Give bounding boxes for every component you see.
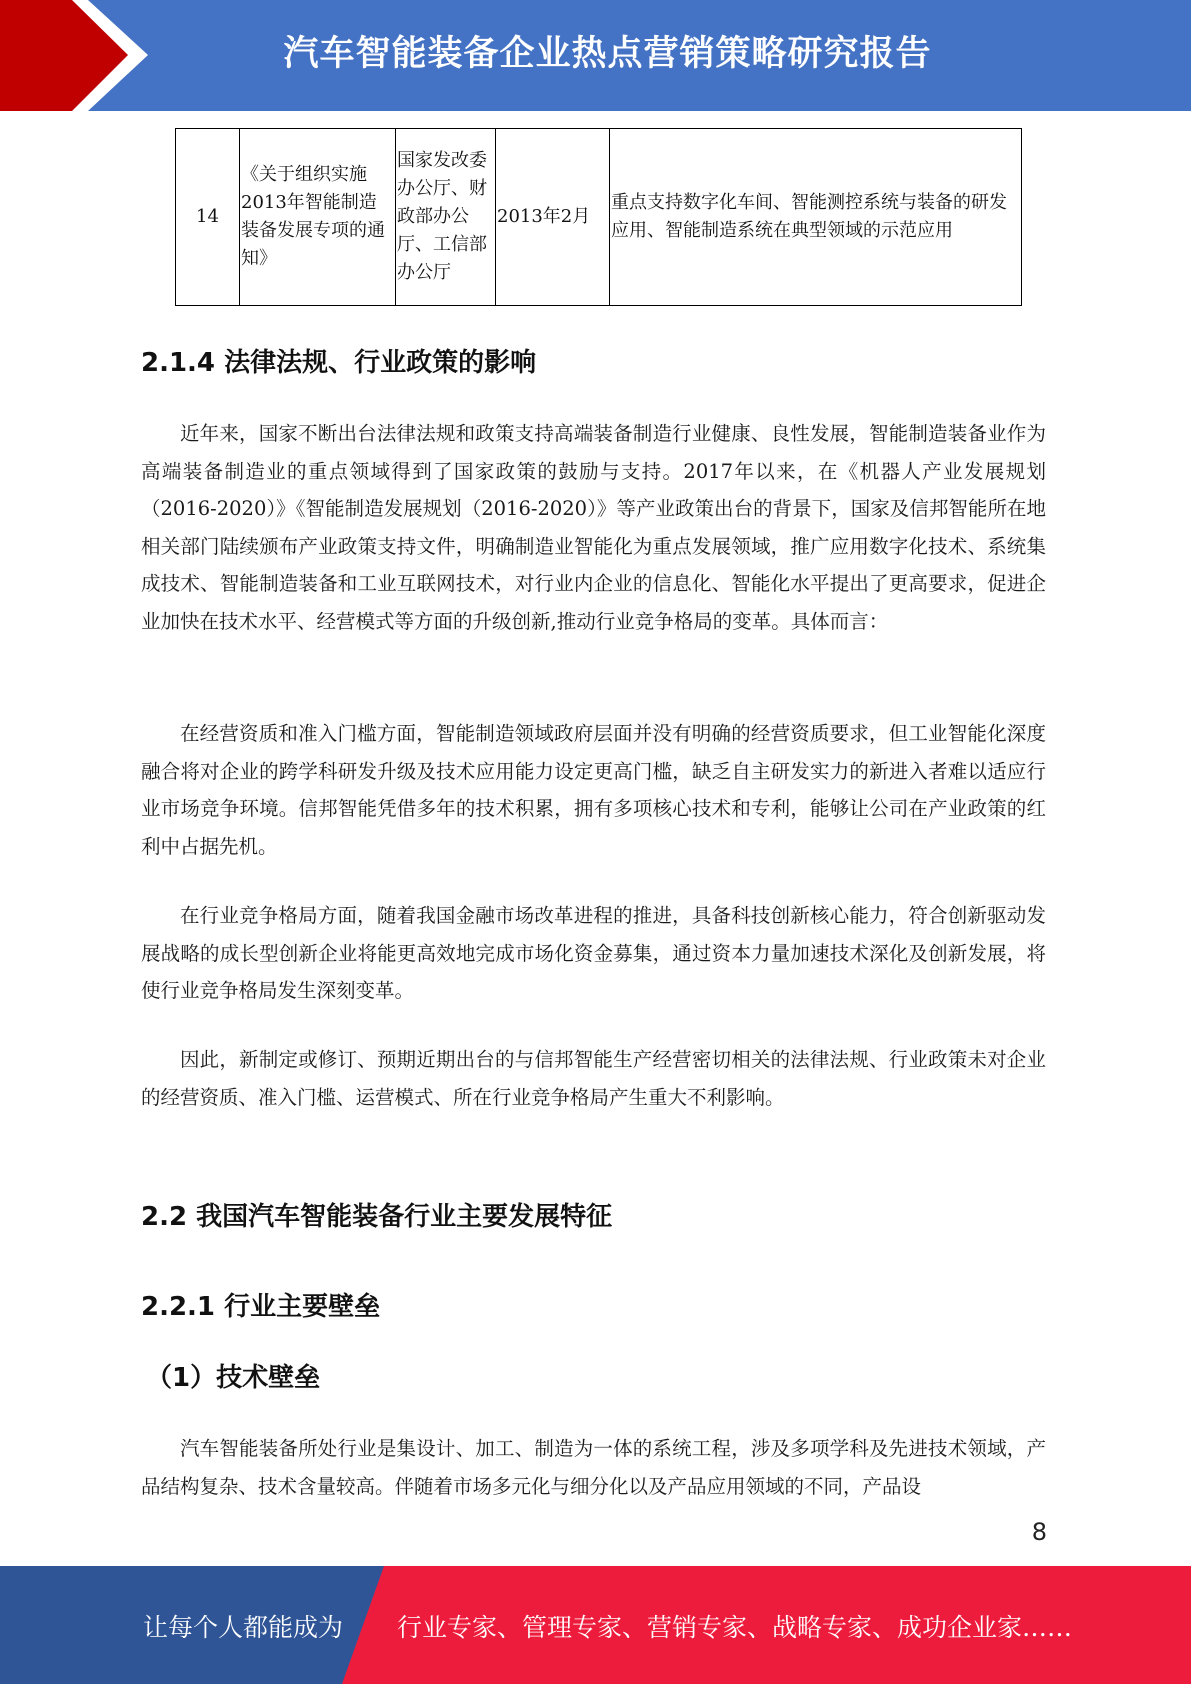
page-footer [0, 1566, 1191, 1684]
subsection-heading-tech-barrier: （1）技术壁垒 [146, 1363, 321, 1393]
paragraph: 近年来，国家不断出台法律法规和政策支持高端装备制造行业健康、良性发展，智能制造装备业作为高端装备制造业的重点领域得到了国家政策的鼓励与支持。2017年以来，在《机器人产业发展规划（2016-2020）》《智能制造发展规划（2016-2020）》等产业政策出台的背景下，国家及信邦智能所在地相关部门陆续颁布产业政策支持文件，明确制造业智能化为重点发展领域，推广应用数字化技术、系统集成技术、智能制造装备和工业互联网技术，对行业内企业的信息化、智能化水平提出了更高要求，促进企业加快在技术水平、经营模式等方面的升级创新,推动行业竞争格局的变革。具体而言： [141, 422, 1046, 633]
table-row [176, 129, 1022, 306]
row-policy-title: 《关于组织实施2013年智能制造装备发展专项的通知》 [240, 129, 396, 306]
section-heading-2-2-1: 2.2.1 行业主要壁垒 [141, 1292, 381, 1322]
page-header [0, 0, 1191, 111]
report-title: 汽车智能装备企业热点营销策略研究报告 [283, 34, 932, 74]
paragraph: 因此，新制定或修订、预期近期出台的与信邦智能生产经营密切相关的法律法规、行业政策未对企业的经营资质、准入门槛、运营模式、所在行业竞争格局产生重大不利影响。 [141, 1048, 1046, 1109]
row-department: 国家发改委办公厅、财政部办公厅、工信部办公厅 [396, 129, 496, 306]
row-date: 2013年2月 [496, 129, 610, 306]
section-heading-2-2: 2.2 我国汽车智能装备行业主要发展特征 [141, 1202, 613, 1232]
page-number: 8 [1031, 1518, 1047, 1546]
row-number: 14 [176, 129, 240, 306]
section-heading-2-1-4: 2.1.4 法律法规、行业政策的影响 [141, 348, 537, 378]
footer-slogan-left: 让每个人都能成为 [143, 1613, 344, 1642]
paragraph: 在行业竞争格局方面，随着我国金融市场改革进程的推进，具备科技创新核心能力，符合创新驱动发展战略的成长型创新企业将能更高效地完成市场化资金募集，通过资本力量加速技术深化及创新发展，将使行业竞争格局发生深刻变革。 [141, 904, 1046, 1002]
paragraph: 汽车智能装备所处行业是集设计、加工、制造为一体的系统工程，涉及多项学科及先进技术领域，产品结构复杂、技术含量较高。伴随着市场多元化与细分化以及产品应用领域的不同，产品设 [141, 1437, 1046, 1498]
footer-slogan-right: 行业专家、管理专家、营销专家、战略专家、成功企业家…… [397, 1613, 1073, 1642]
row-content: 重点支持数字化车间、智能测控系统与装备的研发应用、智能制造系统在典型领域的示范应用 [610, 129, 1022, 306]
paragraph: 在经营资质和准入门槛方面，智能制造领域政府层面并没有明确的经营资质要求，但工业智能化深度融合将对企业的跨学科研发升级及技术应用能力设定更高门槛，缺乏自主研发实力的新进入者难以适应行业市场竞争环境。信邦智能凭借多年的技术积累，拥有多项核心技术和专利，能够让公司在产业政策的红利中占据先机。 [141, 722, 1046, 858]
policy-table [175, 128, 1022, 306]
